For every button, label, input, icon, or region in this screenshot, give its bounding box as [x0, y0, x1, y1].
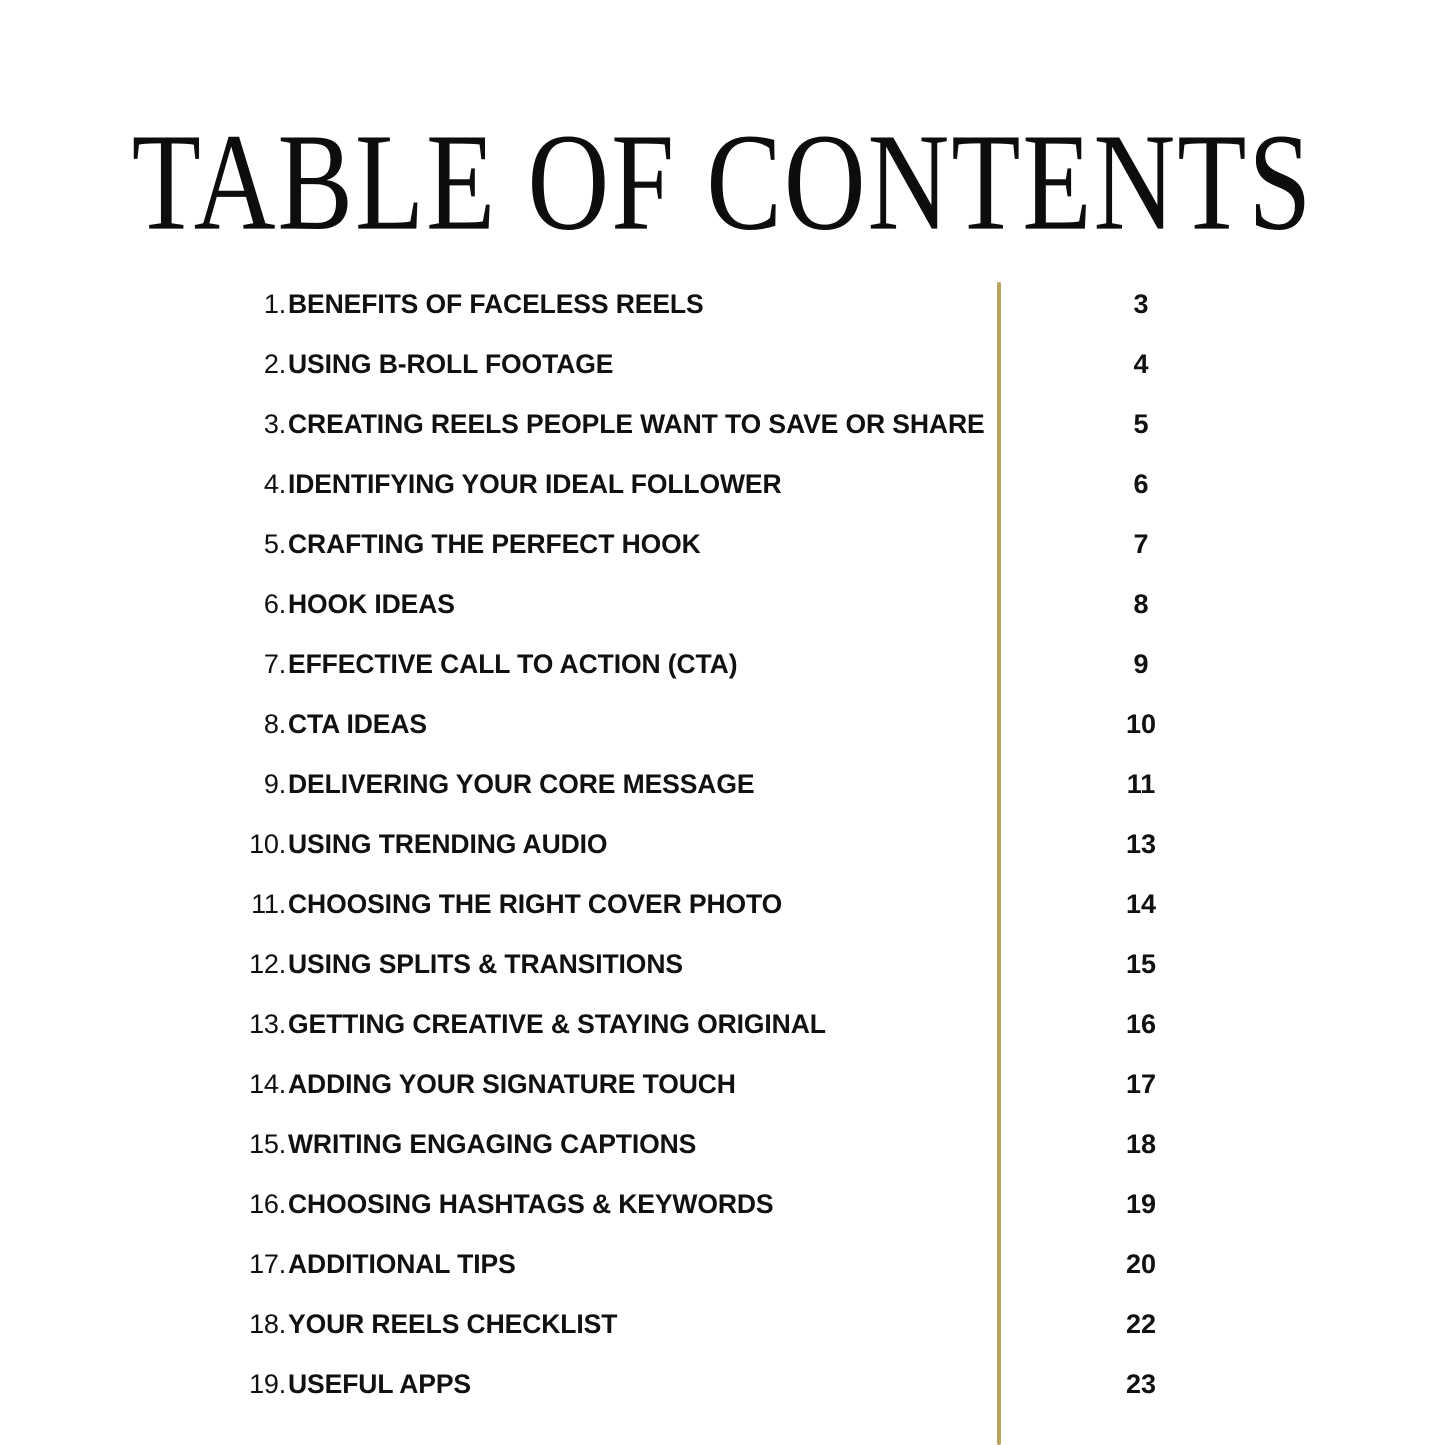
toc-entry-page-number: 14 [1125, 888, 1157, 919]
toc-entry-label[interactable]: EFFECTIVE CALL TO ACTION (CTA) [288, 648, 738, 679]
toc-entry-label[interactable]: USING TRENDING AUDIO [288, 828, 608, 859]
toc-entry-number: 14. [249, 1068, 286, 1099]
toc-entry-page-number: 5 [1133, 408, 1149, 439]
toc-entry-number: 2. [263, 348, 286, 379]
toc-entry[interactable] [0, 874, 1445, 934]
toc-entry-number: 11. [251, 888, 286, 919]
toc-entry[interactable] [0, 1114, 1445, 1174]
toc-entry[interactable] [0, 574, 1445, 634]
toc-entry[interactable] [0, 994, 1445, 1054]
toc-entry-number: 6. [263, 588, 286, 619]
toc-entry[interactable] [0, 394, 1445, 454]
toc-entry-number: 9. [263, 768, 286, 799]
toc-entry-number: 1. [263, 288, 286, 319]
toc-entry[interactable] [0, 634, 1445, 694]
toc-entry-label[interactable]: USEFUL APPS [288, 1368, 471, 1399]
toc-entry-label[interactable]: YOUR REELS CHECKLIST [288, 1308, 618, 1339]
toc-entry-label[interactable]: HOOK IDEAS [288, 588, 455, 619]
toc-entry[interactable] [0, 814, 1445, 874]
toc-entry[interactable] [0, 1174, 1445, 1234]
toc-entry-label[interactable]: CTA IDEAS [288, 708, 427, 739]
toc-entry[interactable] [0, 1294, 1445, 1354]
toc-entry-page-number: 3 [1133, 288, 1149, 319]
toc-entry-number: 10. [249, 828, 286, 859]
toc-entry[interactable] [0, 1354, 1445, 1414]
toc-entry[interactable] [0, 934, 1445, 994]
toc-entry-label[interactable]: WRITING ENGAGING CAPTIONS [288, 1128, 697, 1159]
toc-entry-page-number: 15 [1125, 948, 1157, 979]
toc-entry[interactable] [0, 754, 1445, 814]
toc-entry-label[interactable]: CHOOSING HASHTAGS & KEYWORDS [288, 1188, 774, 1219]
toc-entry-label[interactable]: CREATING REELS PEOPLE WANT TO SAVE OR SHARE [288, 408, 985, 439]
toc-entry-label[interactable]: CHOOSING THE RIGHT COVER PHOTO [288, 888, 783, 919]
toc-entry-page-number: 23 [1125, 1368, 1157, 1399]
toc-entry-label[interactable]: BENEFITS OF FACELESS REELS [288, 288, 704, 319]
page-title: TABLE OF CONTENTS [131, 104, 1314, 260]
toc-entry-page-number: 9 [1133, 648, 1149, 679]
toc-entry-number: 13. [249, 1008, 286, 1039]
toc-entry-number: 12. [249, 948, 286, 979]
toc-entry-page-number: 10 [1125, 708, 1157, 739]
toc-entry-number: 15. [249, 1128, 286, 1159]
toc-entry[interactable] [0, 514, 1445, 574]
toc-entry-number: 19. [249, 1368, 286, 1399]
toc-entry-page-number: 16 [1125, 1008, 1157, 1039]
toc-entry-number: 4. [263, 468, 286, 499]
toc-entry-number: 17. [249, 1248, 286, 1279]
toc-entry-page-number: 13 [1125, 828, 1157, 859]
toc-entry-page-number: 6 [1133, 468, 1149, 499]
toc-entry-number: 7. [263, 648, 286, 679]
toc-entry[interactable] [0, 1054, 1445, 1114]
toc-entry-label[interactable]: ADDITIONAL TIPS [288, 1248, 516, 1279]
toc-entry[interactable] [0, 274, 1445, 334]
toc-entry-page-number: 11 [1126, 768, 1156, 799]
toc-entry[interactable] [0, 1234, 1445, 1294]
toc-entry-number: 3. [263, 408, 286, 439]
toc-entry[interactable] [0, 334, 1445, 394]
toc-entry-page-number: 4 [1133, 348, 1149, 379]
toc-entry-label[interactable]: ADDING YOUR SIGNATURE TOUCH [288, 1068, 736, 1099]
toc-entry-page-number: 18 [1125, 1128, 1157, 1159]
table-of-contents-list [0, 274, 1445, 1414]
toc-entry-label[interactable]: DELIVERING YOUR CORE MESSAGE [288, 768, 755, 799]
toc-entry-label[interactable]: USING B-ROLL FOOTAGE [288, 348, 614, 379]
toc-entry-label[interactable]: IDENTIFYING YOUR IDEAL FOLLOWER [288, 468, 782, 499]
toc-entry-page-number: 19 [1125, 1188, 1157, 1219]
toc-entry[interactable] [0, 694, 1445, 754]
toc-entry-label[interactable]: GETTING CREATIVE & STAYING ORIGINAL [288, 1008, 826, 1039]
toc-entry-number: 16. [249, 1188, 286, 1219]
toc-entry-page-number: 22 [1125, 1308, 1157, 1339]
toc-entry-page-number: 7 [1133, 528, 1149, 559]
toc-entry-label[interactable]: USING SPLITS & TRANSITIONS [288, 948, 683, 979]
toc-entry-number: 18. [249, 1308, 286, 1339]
toc-entry-page-number: 8 [1133, 588, 1149, 619]
toc-entry-number: 8. [263, 708, 286, 739]
toc-entry-number: 5. [263, 528, 286, 559]
toc-entry-page-number: 17 [1125, 1068, 1157, 1099]
toc-entry-page-number: 20 [1125, 1248, 1157, 1279]
toc-entry-label[interactable]: CRAFTING THE PERFECT HOOK [288, 528, 701, 559]
toc-entry[interactable] [0, 454, 1445, 514]
